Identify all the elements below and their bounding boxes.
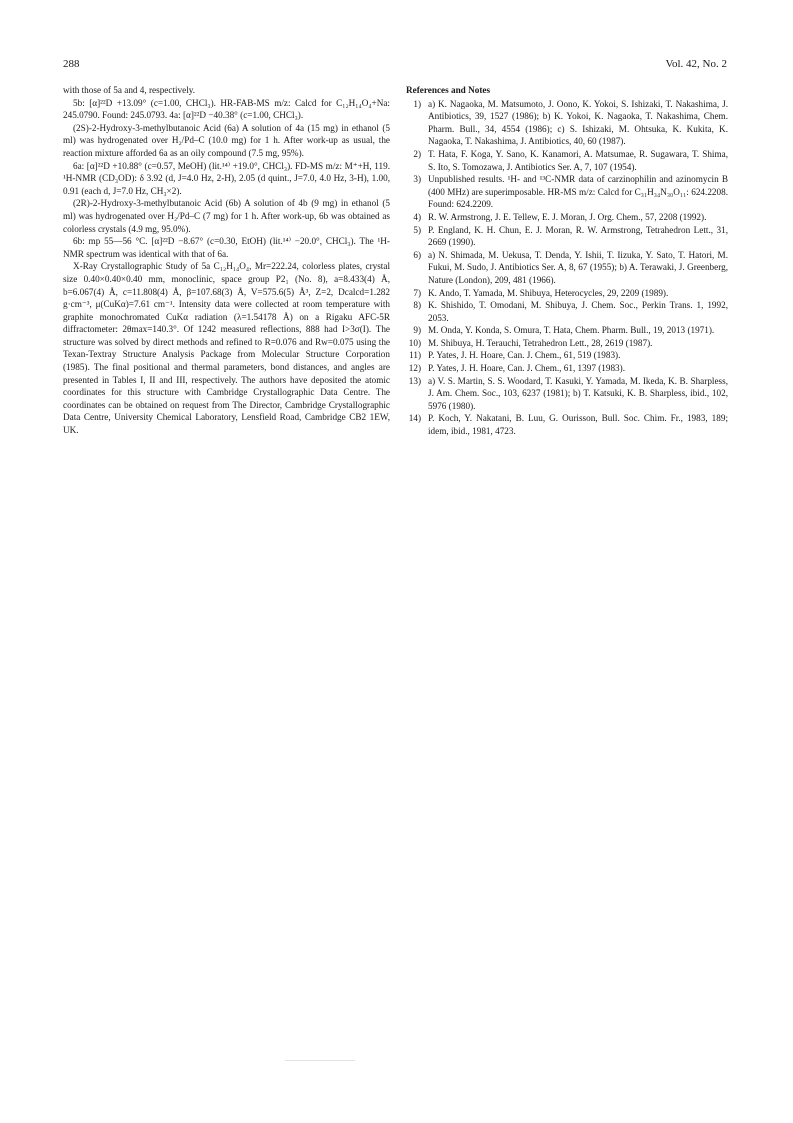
page-number: 288 bbox=[63, 58, 80, 70]
reference-number: 14) bbox=[408, 413, 421, 424]
paragraph-6a-prep: (2S)-2-Hydroxy-3-methylbutanoic Acid (6a) A solution of 4a (15 mg) in ethanol (5 ml) was hydrogenated over H₂/Pd–C (10.0 mg) for 1 h. After work-up as usual, the reaction mixture afforded 6a as an oily compound (7.5 mg, 95%). bbox=[63, 122, 390, 158]
volume-header: Vol. 42, No. 2 bbox=[665, 58, 727, 70]
reference-number: 6) bbox=[413, 249, 421, 260]
paragraph-continuation: with those of 5a and 4, respectively. bbox=[63, 85, 196, 95]
references-title: References and Notes bbox=[406, 85, 491, 95]
reference-text: a) K. Nagaoka, M. Matsumoto, J. Oono, K. Yokoi, S. Ishizaki, T. Nakashima, J. Antibiotics, 39, 1527 (1986); b) K. Yokoi, K. Nagaoka, T. Nakashima, Chem. Pharm. Bull., 34, 4554 (1986); c) S. Ishizaki, M. Ohtsuka, K. Kukita, K. Nagaoka, T. Nakashima, J. Antibiotics, 40, 60 (1987). bbox=[428, 98, 728, 147]
reference-item bbox=[406, 299, 728, 324]
reference-text: R. W. Armstrong, J. E. Tellew, E. J. Moran, J. Org. Chem., 57, 2208 (1992). bbox=[428, 211, 707, 222]
reference-number: 8) bbox=[413, 300, 421, 311]
references-column bbox=[406, 84, 728, 438]
reference-item bbox=[406, 349, 728, 362]
reference-number: 10) bbox=[408, 337, 421, 348]
reference-text: M. Shibuya, H. Terauchi, Tetrahedron Lett., 28, 2619 (1987). bbox=[428, 337, 653, 348]
reference-text: T. Hata, F. Koga, Y. Sano, K. Kanamori, A. Matsumae, R. Sugawara, T. Shima, S. Ito, S. Tomozawa, J. Antibiotics Ser. A, 7, 107 (1954). bbox=[428, 148, 728, 172]
paragraph-5b: 5b: [α]²²D +13.09° (c=1.00, CHCl₃). HR-FAB-MS m/z: Calcd for C₁₂H₁₄O₄+Na: 245.0790. Found: 245.0793. 4a: [α]²²D −40.38° (c=1.00, CHCl₃). bbox=[63, 97, 390, 121]
reference-number: 5) bbox=[413, 224, 421, 235]
reference-number: 4) bbox=[413, 211, 421, 222]
reference-item bbox=[406, 362, 728, 375]
reference-text: K. Ando, T. Yamada, M. Shibuya, Heterocycles, 29, 2209 (1989). bbox=[428, 287, 669, 298]
reference-item bbox=[406, 148, 728, 173]
reference-number: 7) bbox=[413, 287, 421, 298]
reference-number: 3) bbox=[413, 174, 421, 185]
reference-text: Unpublished results. ¹H- and ¹³C-NMR data of carzinophilin and azinomycin B (400 MHz) are superimposable. HR-MS m/z: Calcd for C₃₁H₃₄N₃₀O₁₁: 624.2208. Found: 624.2209. bbox=[428, 174, 728, 210]
reference-item bbox=[406, 324, 728, 337]
reference-number: 11) bbox=[409, 350, 421, 361]
reference-number: 12) bbox=[408, 363, 421, 374]
reference-item bbox=[406, 173, 728, 211]
reference-text: P. England, K. H. Chun, E. J. Moran, R. W. Armstrong, Tetrahedron Lett., 31, 2669 (1990). bbox=[428, 224, 728, 248]
reference-item bbox=[406, 98, 728, 148]
reference-text: P. Yates, J. H. Hoare, Can. J. Chem., 61, 1397 (1983). bbox=[428, 363, 626, 374]
paragraph-6a-data: 6a: [α]²²D +10.88° (c=0.57, MeOH) (lit.¹⁴⁾ +19.0°, CHCl₃). FD-MS m/z: M⁺+H, 119. ¹H-NMR (CD₃OD): δ 3.92 (d, J=4.0 Hz, 2-H), 2.05 (d quint., J=7.0, 4.0 Hz, 3-H), 1.00, 0.91 (each d, J=7.0 Hz, CH₃×2). bbox=[63, 160, 390, 196]
paragraph-6b-data: 6b: mp 55—56 °C. [α]²²D −8.67° (c=0.30, EtOH) (lit.¹⁴⁾ −20.0°, CHCl₃). The ¹H-NMR spectrum was identical with that of 6a. bbox=[63, 236, 390, 259]
reference-text: a) V. S. Martin, S. S. Woodard, T. Kasuki, Y. Yamada, M. Ikeda, K. B. Sharpless, J. Am. Chem. Soc., 103, 6237 (1981); b) T. Katsuki, K. B. Sharpless, ibid., 102, 5976 (1980). bbox=[428, 375, 728, 411]
reference-item bbox=[406, 224, 728, 249]
reference-text: a) N. Shimada, M. Uekusa, T. Denda, Y. Ishii, T. Iizuka, Y. Sato, T. Hatori, M. Fukui, M. Sudo, J. Antibiotics Ser. A, 8, 67 (1955); b) A. Terawaki, J. Greenberg, Nature (London), 209, 481 (1966). bbox=[428, 249, 728, 285]
reference-item bbox=[406, 375, 728, 413]
reference-number: 13) bbox=[408, 375, 421, 386]
divider bbox=[285, 1060, 355, 1061]
reference-item bbox=[406, 211, 728, 224]
reference-text: P. Koch, Y. Nakatani, B. Luu, G. Ourisson, Bull. Soc. Chim. Fr., 1983, 189; idem, ibid., 1981, 4723. bbox=[428, 413, 728, 437]
paragraph-6b-prep: (2R)-2-Hydroxy-3-methylbutanoic Acid (6b) A solution of 4b (9 mg) in ethanol (5 ml) was hydrogenated over H₂/Pd–C (7 mg) for 1 h. After work-up, 6b was obtained as colorless crystals (4.9 mg, 95.0%). bbox=[63, 198, 390, 234]
reference-number: 9) bbox=[413, 325, 421, 336]
reference-item bbox=[406, 249, 728, 287]
reference-text: P. Yates, J. H. Hoare, Can. J. Chem., 61, 519 (1983). bbox=[428, 350, 621, 361]
references-list bbox=[406, 98, 728, 438]
reference-item bbox=[406, 412, 728, 437]
experimental-column bbox=[63, 84, 390, 437]
reference-text: K. Shishido, T. Omodani, M. Shibuya, J. Chem. Soc., Perkin Trans. 1, 1992, 2053. bbox=[428, 300, 728, 323]
reference-item bbox=[406, 337, 728, 350]
reference-text: M. Onda, Y. Konda, S. Omura, T. Hata, Chem. Pharm. Bull., 19, 2013 (1971). bbox=[428, 325, 715, 336]
reference-item bbox=[406, 287, 728, 300]
reference-number: 1) bbox=[413, 98, 421, 109]
reference-number: 2) bbox=[413, 148, 421, 159]
paragraph-xray: X-Ray Crystallographic Study of 5a C₁₂H₁₄O₄, Mr=222.24, colorless plates, crystal size 0.40×0.40×0.40 mm, monoclinic, space group P2₁ (No. 8), a=8.433(4) Å, b=6.067(4) Å, c=11.808(4) Å, β=107.68(3) Å, V=575.6(5) Å³, Z=2, Dcalcd=1.282 g·cm⁻³, μ(CuKα)=7.61 cm⁻¹. Intensity data were collected at room temperature with graphite monochromated CuKα radiation (λ=1.54178 Å) on a Rigaku AFC-5R diffractometer: 2θmax=140.3°. Of 1242 measured reflections, 888 had I>3σ(I). The structure was solved by direct methods and refined to R=0.076 and Rw=0.075 using the Texan-Textray Structure Analysis Package from Molecular Structure Corporation (1985). The final positional and thermal parameters, bond distances, and angles are presented in Tables I, II and III, respectively. The authors have deposited the atomic coordinates for this structure with Cambridge Crystallographic Data Centre. The coordinates can be obtained on request from The Director, Cambridge Crystallographic Data Centre, University Chemical Laboratory, Lensfield Road, Cambridge CB2 1EW, UK. bbox=[63, 261, 390, 436]
